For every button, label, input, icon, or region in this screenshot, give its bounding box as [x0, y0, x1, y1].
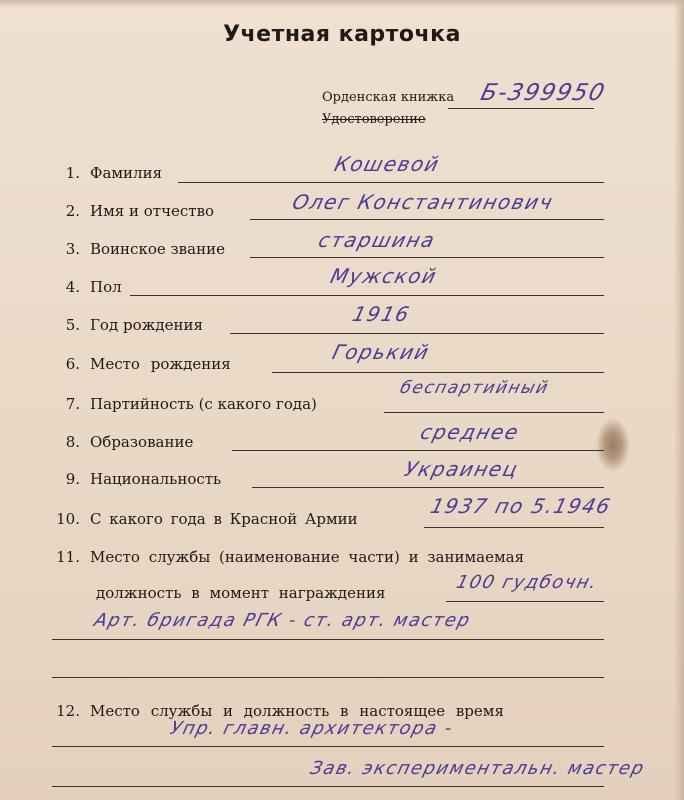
field-9-line [252, 487, 604, 488]
field-2-label: Имя и отчество [90, 202, 215, 220]
field-1-number: 1. [65, 164, 80, 182]
field-7-value: беспартийный [398, 378, 552, 398]
field-6-label: Место рождения [90, 355, 231, 373]
card-title: Учетная карточка [223, 22, 461, 47]
field-12-line-2 [52, 786, 604, 787]
field-3-number: 3. [65, 240, 80, 258]
field-12-line-1 [52, 746, 604, 747]
field-3-label: Воинское звание [90, 240, 225, 258]
field-5-value: 1916 [350, 302, 413, 326]
field-4-label: Пол [90, 278, 122, 296]
field-6-value: Горький [330, 340, 433, 364]
field-11-line-3 [52, 677, 604, 678]
paper-edge-top [0, 0, 684, 8]
field-11-value-line2: Арт. бригада РГК - ст. арт. мастер [92, 610, 474, 631]
field-11-label-line1: Место службы (наименование части) и занимаемая [90, 548, 525, 566]
field-12-value-line1: Упр. главн. архитектора - [168, 718, 456, 739]
field-6-number: 6. [65, 355, 80, 373]
field-11-value-line1: 100 гудбочн. [454, 572, 601, 593]
field-2-line [250, 219, 604, 220]
field-8-line [232, 450, 604, 451]
field-1-label: Фамилия [90, 164, 163, 182]
field-10-value: 1937 по 5.1946 [428, 494, 614, 518]
order-book-label: Орденская книжка [322, 90, 455, 105]
field-12-number: 12. [56, 702, 80, 720]
field-3-value: старшина [316, 228, 439, 252]
certificate-label: Удостоверение [322, 112, 426, 127]
paper-edge-right [674, 0, 684, 800]
field-7-line [384, 412, 604, 413]
field-7-label: Партийность (с какого года) [90, 395, 317, 413]
field-2-number: 2. [65, 202, 80, 220]
field-10-line [424, 527, 604, 528]
field-9-number: 9. [65, 470, 80, 488]
field-2-value: Олег Константинович [290, 190, 557, 214]
field-12-value-line2: Зав. экспериментальн. мастер [308, 758, 648, 779]
field-8-number: 8. [65, 433, 80, 451]
field-10-label: С какого года в Красной Армии [90, 510, 358, 528]
stain-mark [596, 418, 630, 472]
field-6-line [272, 372, 604, 373]
field-1-value: Кошевой [332, 152, 443, 176]
field-5-line [230, 333, 604, 334]
order-book-number: Б-399950 [478, 80, 609, 106]
field-11-line-2 [52, 639, 604, 640]
field-9-label: Национальность [90, 470, 222, 488]
field-3-line [250, 257, 604, 258]
field-7-number: 7. [65, 395, 80, 413]
field-5-number: 5. [65, 316, 80, 334]
field-11-line-1 [446, 601, 604, 602]
field-11-label-line2: должность в момент награждения [96, 584, 386, 602]
field-4-line [130, 295, 604, 296]
field-8-value: среднее [418, 420, 522, 444]
field-4-number: 4. [65, 278, 80, 296]
field-10-number: 10. [56, 510, 80, 528]
field-8-label: Образование [90, 433, 194, 451]
field-9-value: Украинец [402, 457, 522, 481]
field-11-number: 11. [56, 548, 80, 566]
field-1-line [178, 182, 604, 183]
field-4-value: Мужской [328, 264, 440, 288]
order-book-number-line [448, 108, 594, 109]
field-12-label: Место службы и должность в настоящее время [90, 702, 504, 720]
field-5-label: Год рождения [90, 316, 203, 334]
